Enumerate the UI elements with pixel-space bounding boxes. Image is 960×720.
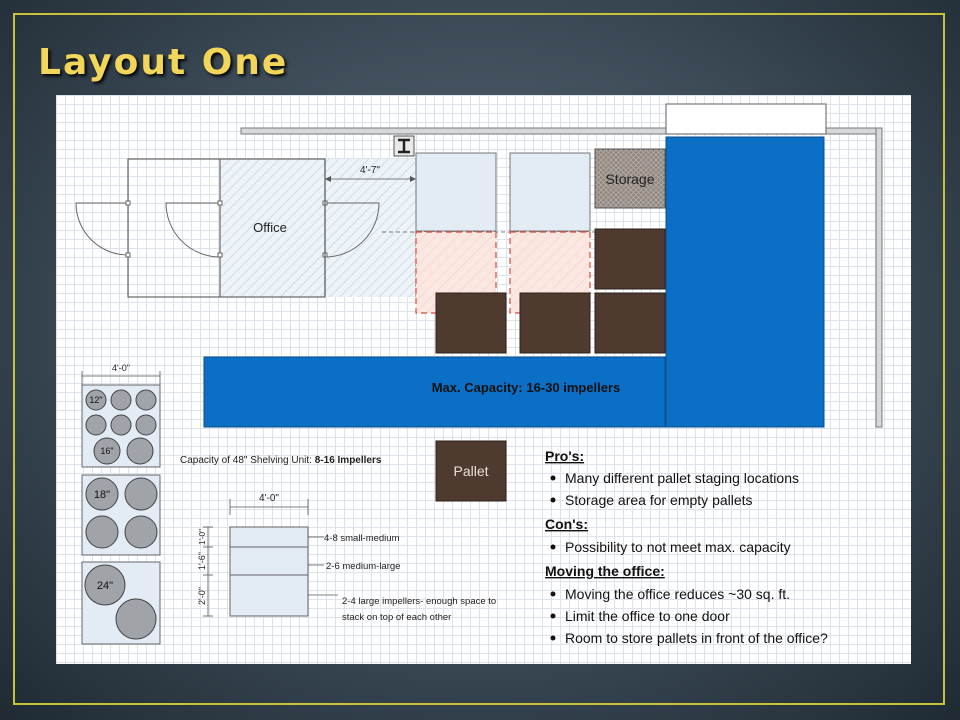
shelf-level-note-2: 2-6 medium-large bbox=[326, 561, 401, 572]
bullet-icon bbox=[551, 545, 556, 550]
shelving-capacity-text: Capacity of 48" Shelving Unit: 8-16 Impellers bbox=[180, 455, 382, 466]
legend-pallet-label: Pallet bbox=[453, 463, 489, 479]
bullet-icon bbox=[551, 636, 556, 641]
pallet-position bbox=[595, 293, 665, 353]
move-heading: Moving the office: bbox=[545, 563, 665, 579]
cons-heading: Con's: bbox=[545, 516, 588, 532]
floor-plan-drawing bbox=[56, 95, 911, 664]
move-item: Room to store pallets in front of the office? bbox=[565, 630, 828, 646]
storage-label: Storage bbox=[605, 171, 655, 187]
bin-label-12: 12" bbox=[89, 395, 103, 405]
shelf-width-label: 4'-0" bbox=[259, 493, 279, 504]
move-item: Limit the office to one door bbox=[565, 608, 730, 624]
shelf-level-top bbox=[230, 527, 308, 547]
pros-item: Many different pallet staging locations bbox=[565, 470, 799, 486]
office bbox=[76, 159, 416, 297]
cons-item: Possibility to not meet max. capacity bbox=[565, 539, 791, 555]
slide-title: Layout One bbox=[38, 42, 289, 83]
office-label: Office bbox=[253, 220, 287, 235]
column-icon bbox=[394, 136, 414, 156]
bullet-icon bbox=[551, 498, 556, 503]
shelf-level-note-1: 4-8 small-medium bbox=[324, 533, 400, 544]
pallet-position bbox=[436, 293, 506, 353]
shelf-height-2: 1'-6" bbox=[197, 552, 207, 570]
bin-dimension bbox=[82, 371, 160, 385]
notes-panel bbox=[545, 448, 828, 646]
bin-width-label: 4'-0" bbox=[112, 363, 130, 373]
pallet-position bbox=[595, 229, 665, 289]
pallet-position bbox=[520, 293, 590, 353]
bin-label-24: 24" bbox=[96, 580, 114, 592]
bullet-icon bbox=[551, 614, 556, 619]
shelf-level-middle bbox=[230, 547, 308, 575]
shelving-unit bbox=[510, 153, 590, 231]
pros-item: Storage area for empty pallets bbox=[565, 492, 753, 508]
capacity-label: Max. Capacity: 16-30 impellers bbox=[431, 380, 621, 395]
bullet-icon bbox=[551, 476, 556, 481]
move-item: Moving the office reduces ~30 sq. ft. bbox=[565, 586, 791, 602]
shelving-unit bbox=[416, 153, 496, 231]
overhead-door bbox=[666, 104, 826, 134]
pros-heading: Pro's: bbox=[545, 448, 585, 464]
shelf-level-bottom bbox=[230, 575, 308, 616]
bullet-icon bbox=[551, 592, 556, 597]
shelf-height-3: 2'-0" bbox=[197, 587, 207, 605]
shelf-height-1: 1'-0" bbox=[198, 529, 207, 545]
shelf-level-note-4: stack on top of each other bbox=[342, 612, 452, 623]
office-dim-label: 4'-7" bbox=[360, 165, 380, 176]
bin-label-18: 18" bbox=[93, 489, 111, 501]
bin-label-16: 16" bbox=[100, 446, 114, 456]
shelf-level-note-3: 2-4 large impellers- enough space to bbox=[342, 596, 497, 607]
capacity-area bbox=[666, 137, 824, 427]
